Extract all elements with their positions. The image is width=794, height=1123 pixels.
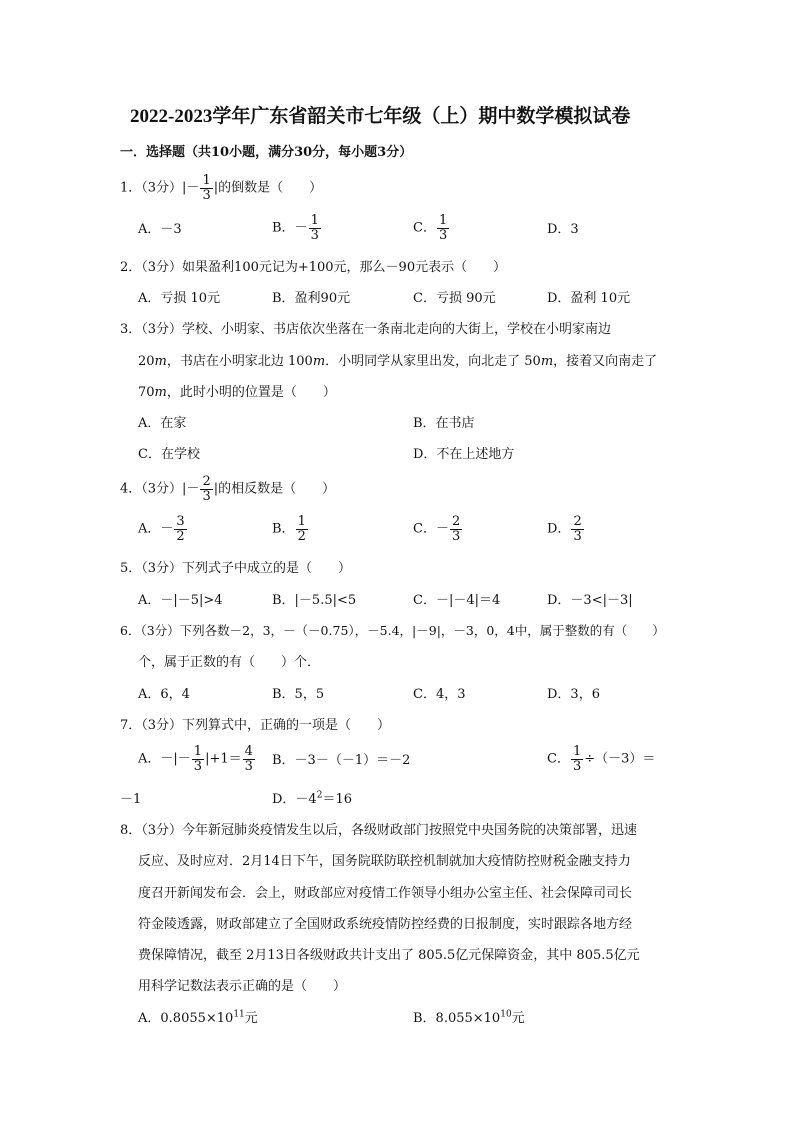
q5-option-b[interactable]: B．|－5.5|<5	[272, 593, 357, 608]
question-8-line-6: 用科学记数法表示正确的是（ ）	[138, 979, 347, 994]
question-3-line-1: 3．（3分）学校、小明家、书店依次坐落在一条南北走向的大街上，学校在小明家南边	[120, 322, 612, 337]
fraction: $\frac{1}{3}$	[572, 744, 582, 774]
q7-option-a[interactable]: A．－|－ $\frac{1}{3}$ |+1＝ $\frac{4}{3}$	[138, 744, 253, 774]
q3-option-c[interactable]: C．在学校	[138, 447, 200, 462]
question-6-line-1: 6．（3分）下列各数－2，3，－（－0.75），－5.4，|－9|，－3，0，4中，属于整数的有（ ）	[120, 623, 665, 638]
fraction: $\frac{1}{3}$	[438, 213, 448, 243]
q6-option-d[interactable]: D．3，6	[547, 687, 600, 702]
q5-option-d[interactable]: D．－3<|－3|	[547, 593, 633, 608]
fraction: $\frac{4}{3}$	[244, 744, 253, 774]
question-5: 5．（3分）下列式子中成立的是（ ）	[120, 561, 352, 576]
question-4: 4．（3分）|－ $\frac{2}{3}$ |的相反数是（ ）	[120, 474, 336, 504]
q2-option-c[interactable]: C．亏损 90元	[413, 291, 496, 306]
q1-option-c[interactable]: C． $\frac{1}{3}$	[413, 213, 448, 243]
q4-option-b[interactable]: B． $\frac{1}{2}$	[272, 514, 306, 544]
question-3-line-3: 70m，此时小明的位置是（ ）	[138, 385, 336, 400]
fraction: $\frac{1}{3}$	[202, 173, 211, 203]
q1-option-b[interactable]: B．－ $\frac{1}{3}$	[272, 213, 319, 243]
question-8-line-4: 符金陵透露，财政部建立了全国财政系统疫情防控经费的日报制度，实时跟踪各地方经	[138, 917, 633, 932]
question-2: 2．（3分）如果盈利100元记为+100元，那么－90元表示（ ）	[120, 260, 507, 275]
question-8-line-3: 度召开新闻发布会．会上，财政部应对疫情工作领导小组办公室主任、社会保障司司长	[138, 886, 633, 901]
q7-option-d[interactable]: D．$-4^2=16$	[272, 790, 352, 807]
q2-option-b[interactable]: B．盈利90元	[272, 291, 351, 306]
q8-option-b[interactable]: B．$8.055\times 10^{10}$元	[413, 1009, 525, 1026]
question-7: 7．（3分）下列算式中，正确的一项是（ ）	[120, 718, 391, 733]
q5-option-c[interactable]: C．－|－4|＝4	[413, 593, 501, 608]
q4-option-d[interactable]: D． $\frac{2}{3}$	[547, 514, 582, 544]
q1-option-a[interactable]: A．－3	[138, 222, 182, 237]
q4-option-c[interactable]: C．－ $\frac{2}{3}$	[413, 514, 461, 544]
q1-option-d[interactable]: D．3	[547, 222, 579, 237]
page-title: 2022-2023学年广东省韶关市七年级（上）期中数学模拟试卷	[130, 106, 631, 127]
q2-option-d[interactable]: D．盈利 10元	[547, 291, 631, 306]
q7-option-c[interactable]: C． $\frac{1}{3}$ ÷（－3）＝	[547, 744, 656, 774]
fraction: $\frac{1}{3}$	[193, 744, 203, 774]
fraction: $\frac{1}{3}$	[310, 213, 319, 243]
question-8-line-1: 8．（3分）今年新冠肺炎疫情发生以后，各级财政部门按照党中央国务院的决策部署，迅速	[120, 823, 638, 838]
q3-option-b[interactable]: B．在书店	[413, 416, 475, 431]
fraction: $\frac{2}{3}$	[451, 514, 461, 544]
q5-option-a[interactable]: A．－|－5|>4	[138, 593, 223, 608]
fraction: $\frac{1}{2}$	[297, 514, 306, 544]
question-3-line-2: 20m，书店在小明家北边 100m．小明同学从家里出发，向北走了 50m，接着又向南走了	[138, 354, 658, 369]
q7-option-c-continued: －1	[120, 792, 142, 807]
q6-option-c[interactable]: C．4，3	[413, 687, 466, 702]
q4-option-a[interactable]: A．－ $\frac{3}{2}$	[138, 514, 185, 544]
q6-option-a[interactable]: A．6，4	[138, 687, 190, 702]
fraction: $\frac{2}{3}$	[573, 514, 582, 544]
q8-option-a[interactable]: A．$0.8055\times 10^{11}$元	[138, 1009, 258, 1026]
question-6-line-2: 个，属于正数的有（ ）个．	[138, 655, 321, 670]
question-1: 1．（3分）|－ $\frac{1}{3}$ |的倒数是（ ）	[120, 173, 323, 203]
q3-option-d[interactable]: D．不在上述地方	[413, 447, 515, 462]
q2-option-a[interactable]: A．亏损 10元	[138, 291, 221, 306]
section-heading: 一．选择题（共10小题，满分30分，每小题3分）	[120, 145, 413, 160]
q7-option-b[interactable]: B．－3－（－1）＝－2	[272, 753, 411, 768]
fraction: $\frac{3}{2}$	[176, 514, 185, 544]
fraction: $\frac{2}{3}$	[202, 474, 211, 504]
q6-option-b[interactable]: B．5，5	[272, 687, 325, 702]
question-8-line-5: 费保障情况，截至 2月13日各级财政共计支出了 805.5亿元保障资金，其中 805.5亿元	[138, 948, 640, 963]
q3-option-a[interactable]: A．在家	[138, 416, 187, 431]
question-8-line-2: 反应、及时应对．2月14日下午，国务院联防联控机制就加大疫情防控财税金融支持力	[138, 854, 631, 869]
